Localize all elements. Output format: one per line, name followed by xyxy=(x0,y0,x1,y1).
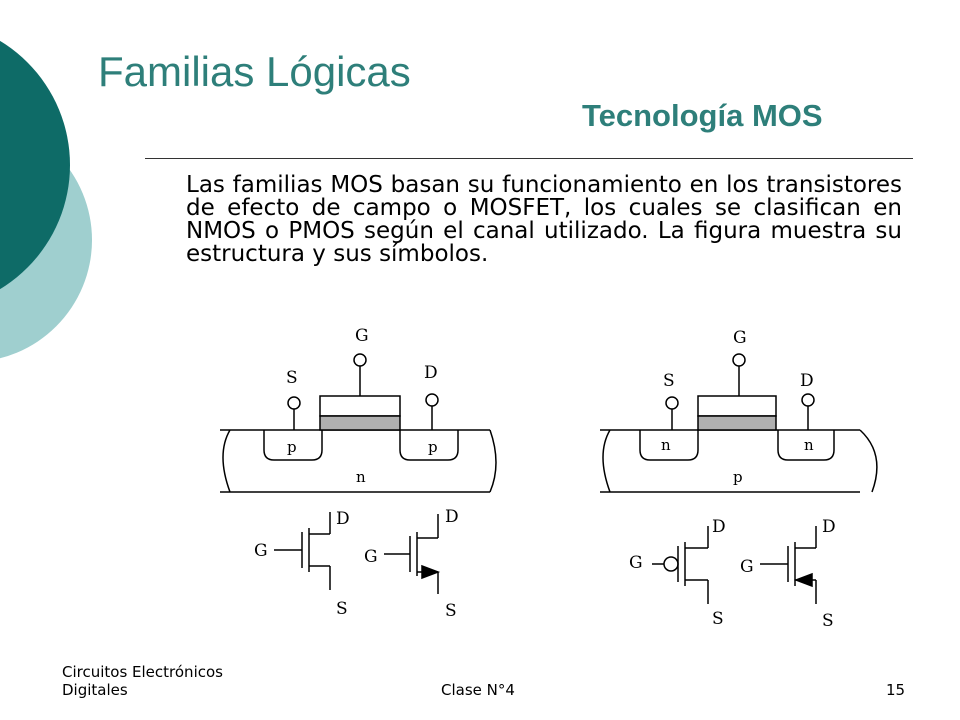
slide-subtitle: Tecnología MOS xyxy=(582,98,823,133)
slide-title: Familias Lógicas xyxy=(98,48,411,95)
pmos-symbol-2-source-label: S xyxy=(445,601,457,621)
pmos-gate-oxide xyxy=(320,416,400,430)
pmos-source-label: S xyxy=(286,368,298,388)
nmos-source-region-label: n xyxy=(661,436,671,454)
nmos-gate-label: G xyxy=(733,328,747,348)
nmos-drain-terminal xyxy=(802,394,814,406)
pmos-symbol-2 xyxy=(384,514,438,594)
nmos-substrate-label: p xyxy=(733,468,743,486)
nmos-symbol-1 xyxy=(652,526,708,604)
pmos-symbol-2-arrow xyxy=(422,566,438,578)
pmos-symbol-2-labels xyxy=(364,507,459,621)
body-paragraph: Las familias MOS basan su funcionamiento en los transistores de efecto de campo o MOSFET, los cuales se clasifican en NMOS o PMOS según el canal utilizado. La figura muestra su estructura y sus símbolos. xyxy=(186,172,902,267)
nmos-symbol-1-drain-label: D xyxy=(712,517,726,537)
pmos-drain-terminal xyxy=(426,394,438,406)
pmos-symbol-1 xyxy=(274,512,330,590)
nmos-symbol-1-gate-bubble xyxy=(664,557,678,571)
pmos-source-region-label: p xyxy=(287,438,297,456)
pmos-symbol-1-drain-label: D xyxy=(336,509,350,529)
nmos-source-label: S xyxy=(663,371,675,391)
nmos-symbol-2 xyxy=(760,526,816,604)
footer-page-number: 15 xyxy=(886,681,906,699)
nmos-gate-metal xyxy=(698,396,776,416)
pmos-symbol-2-drain-label: D xyxy=(445,507,459,527)
nmos-symbol-2-arrow xyxy=(796,574,812,586)
nmos-drain-region-label: n xyxy=(804,436,814,454)
nmos-gate-oxide xyxy=(698,416,776,430)
pmos-gate-terminal xyxy=(354,354,366,366)
nmos-drain-label: D xyxy=(800,371,814,391)
pmos-gate-metal xyxy=(320,396,400,416)
nmos-source-terminal xyxy=(666,397,678,409)
pmos-drain-label: D xyxy=(424,363,438,383)
pmos-drain-region-label: p xyxy=(428,438,438,456)
pmos-symbol-1-source-label: S xyxy=(336,599,348,619)
title-divider xyxy=(145,158,913,159)
mos-structure-figure xyxy=(212,314,892,634)
nmos-symbol-2-gate-label: G xyxy=(740,557,754,577)
pmos-gate-label: G xyxy=(355,326,369,346)
nmos-symbol-1-source-label: S xyxy=(712,609,724,629)
nmos-symbol-1-gate-label: G xyxy=(629,553,643,573)
footer-course: Circuitos Electrónicos Digitales xyxy=(62,663,223,699)
pmos-substrate-label: n xyxy=(356,468,366,486)
nmos-gate-terminal xyxy=(733,354,745,366)
pmos-symbol-1-gate-label: G xyxy=(254,541,268,561)
footer-class-label: Clase N°4 xyxy=(441,681,515,699)
pmos-source-terminal xyxy=(288,397,300,409)
nmos-symbol-2-source-label: S xyxy=(822,611,834,631)
pmos-symbol-2-gate-label: G xyxy=(364,547,378,567)
nmos-symbol-2-drain-label: D xyxy=(822,517,836,537)
